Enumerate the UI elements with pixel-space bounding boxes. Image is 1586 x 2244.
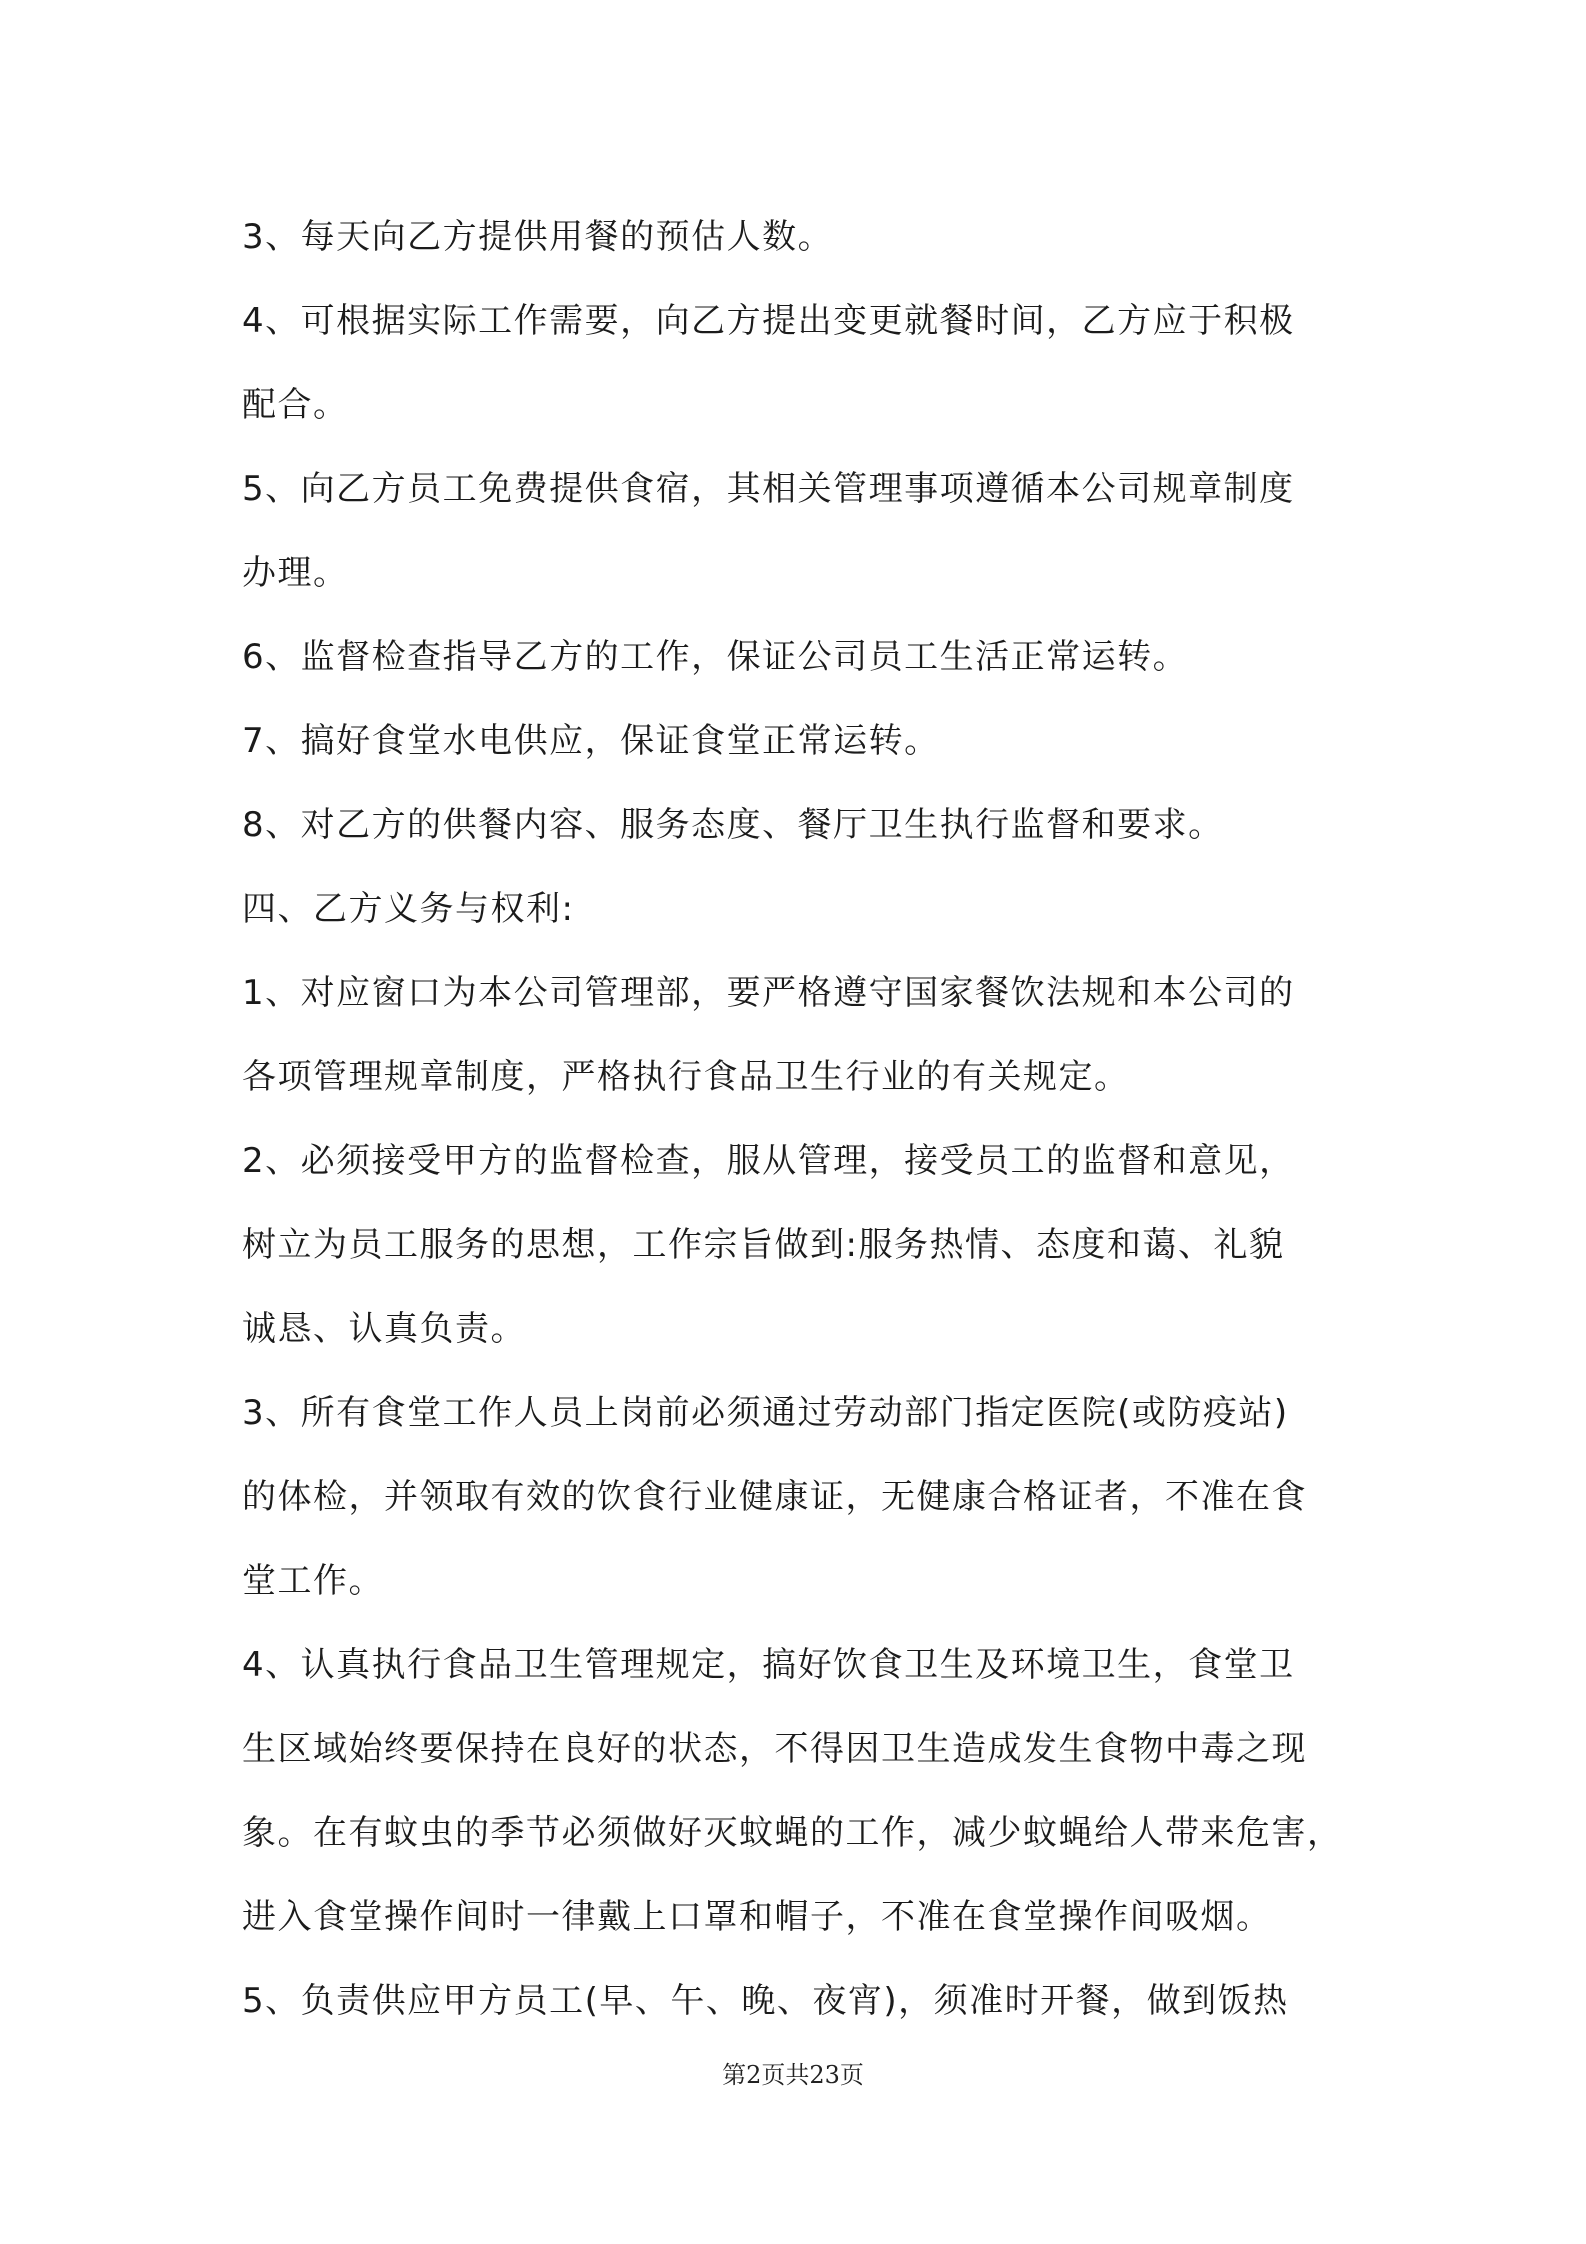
text-line: 各项管理规章制度，严格执行食品卫生行业的有关规定。 xyxy=(242,1057,1130,1097)
section-heading: 四、乙方义务与权利: xyxy=(242,889,575,929)
text-line: 6、监督检查指导乙方的工作，保证公司员工生活正常运转。 xyxy=(242,637,1189,677)
page-footer: 第2页共23页 xyxy=(722,2061,864,2089)
text-line: 生区域始终要保持在良好的状态，不得因卫生造成发生食物中毒之现 xyxy=(242,1729,1307,1769)
text-line: 3、所有食堂工作人员上岗前必须通过劳动部门指定医院(或防疫站) xyxy=(242,1393,1289,1433)
text-line: 7、搞好食堂水电供应，保证食堂正常运转。 xyxy=(242,721,940,761)
text-line: 办理。 xyxy=(242,553,349,593)
text-line: 2、必须接受甲方的监督检查，服从管理，接受员工的监督和意见， xyxy=(242,1141,1295,1181)
text-line: 4、可根据实际工作需要，向乙方提出变更就餐时间，乙方应于积极 xyxy=(242,301,1295,341)
text-line: 诚恳、认真负责。 xyxy=(242,1309,526,1349)
text-line: 配合。 xyxy=(242,385,349,425)
text-line: 象。在有蚊虫的季节必须做好灭蚊蝇的工作，减少蚊蝇给人带来危害， xyxy=(242,1813,1343,1853)
text-line: 树立为员工服务的思想，工作宗旨做到:服务热情、态度和蔼、礼貌 xyxy=(242,1225,1285,1265)
text-line: 的体检，并领取有效的饮食行业健康证，无健康合格证者，不准在食 xyxy=(242,1477,1307,1517)
document-body xyxy=(242,195,1352,2043)
text-line: 4、认真执行食品卫生管理规定，搞好饮食卫生及环境卫生，食堂卫 xyxy=(242,1645,1295,1685)
text-line: 堂工作。 xyxy=(242,1561,384,1601)
text-line: 1、对应窗口为本公司管理部，要严格遵守国家餐饮法规和本公司的 xyxy=(242,973,1295,1013)
text-line: 8、对乙方的供餐内容、服务态度、餐厅卫生执行监督和要求。 xyxy=(242,805,1224,845)
text-line: 进入食堂操作间时一律戴上口罩和帽子，不准在食堂操作间吸烟。 xyxy=(242,1897,1272,1937)
text-line: 5、负责供应甲方员工(早、午、晚、夜宵)，须准时开餐，做到饭热 xyxy=(242,1981,1289,2021)
text-line: 3、每天向乙方提供用餐的预估人数。 xyxy=(242,217,834,257)
text-line: 5、向乙方员工免费提供食宿，其相关管理事项遵循本公司规章制度 xyxy=(242,469,1295,509)
